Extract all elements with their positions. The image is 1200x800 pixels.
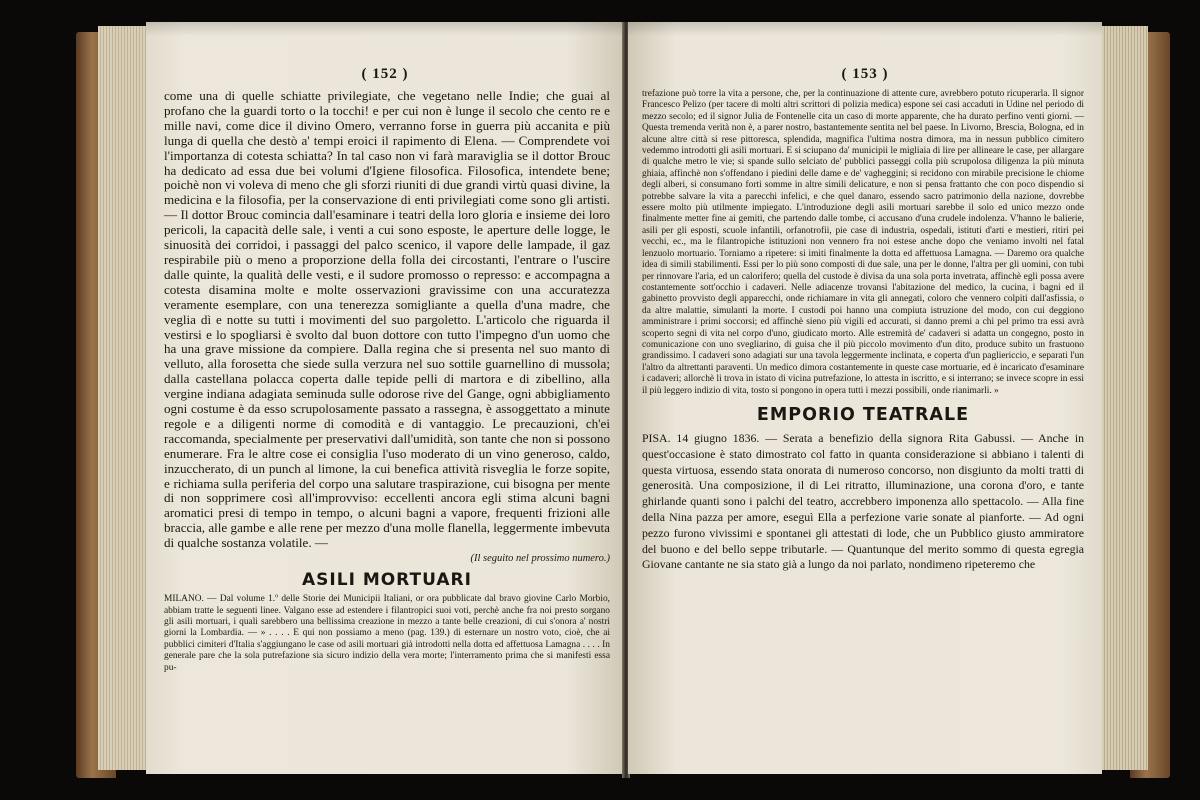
article-body: trefazione può torre la vita a persone, che, per la continuazione di attente cure, avrebbero potuto ricuperarla. Il signor Francesco Pelizo (per tacere di molti altri scrittori di polizia medica) espone sei casi accaduti in Udine nel periodo di mezzo secolo; ed il signor Julia de Fontenelle cita un caso di morte apparente, che ha durato perfino venti giorni. — Questa tremenda verità non è, a parer nostro, bastantemente sentita nel bel paese. In Livorno, Brescia, Bologna, ed in alcune altre città si rese pittoresca, splendida, magnifica l'ultima nostra dimora, ma in nessun pubblico cimitero vedemmo introdotti gli asili mortuari. E si sciupano da' municipii le migliaia di lire per allineare le case, per allargare di qualche metro le vie; si spande sullo selciato de' pubblici passeggi colla più scrupolosa diligenza la più minuta ghiaia, affinchè non s'offendano i piedini delle dame e de' vagheggini; si recidono con mirabile precisione le chiome degli alberi, si consumano forti somme in altre simili delicature, e non si pensa frattanto che con poco dispendio si potrebbe salvare la vita a parecchi infelici, e che quel danaro, essendo sacro patrimonio della nazione, dovrebbe essere molto più utilmente impiegato. L'introduzione degli asili mortuari sarebbe il solo ed unico mezzo onde finalmente metter fine ai gemiti, che partendo dalle tombe, ci accusano d'una crudele indolenza. V'hanno le balierie, asili per gli esposti, scuole infantili, orfanotrofii, pie case di industria, ospedali, istituti d'arti e mestieri, ritiri pei vecchi, ec., ma le filantropiche istituzioni non vennero fra noi estese anche dopo che veniamo involti nel fatal lenzuolo mortuario. Torniamo a ripetere: si imiti finalmente la dotta ed affettuosa Lamagna. — Daremo ora qualche idea di simili stabilimenti. Essi per lo più sono composti di due sale, una per le donne, l'altra per gli uomini, con tubi per rinnovare l'aria, ed un calorifero; quella del custode è divisa da una sola porta invetrata, affinchè egli possa avere costantemente sott'occhio i cadaveri. Nelle adiacenze trovansi l'abitazione del medico, la cucina, i bagni ed il gabinetto provvisto degli apparecchi, onde richiamare in vita gli annegati, coloro che vennero colpiti dall'asfissia, o da altre malattie, simulanti la morte. I custodi poi hanno una compiuta istruzione del modo, con cui deggiono amministrare i primi soccorsi; ed affinchè sieno più vigili ed accurati, si danno premi a chi pel primo tra essi avrà scoperto segni di vita nel corpo d'uno, giudicato morto. Alle estremità de' cadaveri si adatta un congegno, posto in comunicazione con uno svegliarino, di guisa che il più piccolo movimento d'un dito, produce subito un frastuono grandissimo. I cadaveri sono adagiati sur una tavola leggermente inclinata, e coperta d'un pagliericcio, e separati l'un l'altro da altrettanti paraventi. Un medico dimora costantemente in queste case mortuarie, ed è incaricato d'esaminare i cadaveri; allorchè li trova in istato di vicina putrefazione, lo attesta in iscritto, e si interrano; se invece scopre in essi il più leggero indizio di vita, tosto si pongono in opera tutti i mezzi possibili, onde rianimarli. » — [642, 89, 1084, 396]
right-page — [628, 22, 1102, 774]
open-book — [76, 22, 1170, 778]
page-edges-right — [1102, 26, 1148, 770]
section-title: ASILI MORTUARI — [302, 570, 472, 591]
page-number: ( 152 ) — [361, 66, 409, 82]
continuation-note: (Il seguito nel prossimo numero.) — [470, 553, 610, 565]
article-body: come una di quelle schiatte privilegiate, che vegetano nelle Indie; che guai al profano che la guardi torto o la tocchi! e per cui non è lunge il secolo che cento re e mille navi, come dice il divino Omero, verranno forse in guerra più accanita e più lunga di quella che destò a' tempi eroici il rapimento di Elena. — Comprendete voi l'importanza di cotesta schiatta? In tal caso non vi farà maraviglia se il dottor Brouc ha dedicato ad essa due bei volumi d'Igiene filosofica. Filosofica, intendete bene; poichè non vi voleva di meno che gli sforzi riuniti di due grandi virtù quasi divine, la medicina e la filosofia, per la conservazione di enti privilegiati come sono gli artisti. — Il dottor Brouc comincia dall'esaminare i teatri della loro gloria e insieme dei loro pericoli, la capacità delle sale, i venti a cui sono esposte, le aperture delle logge, le sinuosità dei corridoi, i passaggi del palco scenico, il vapore delle lampade, il gaz respirabile più o meno a proporzione della folla dei circostanti, l'entrare o l'uscire dalle quinte, la qualità delle vesti, e il sudore promosso o represso: e accompagna a cotesta disamina molte e molte osservazioni gravissime con una accuratezza veramente esemplare, con una tenerezza somigliante a quella d'una madre, che veglia dì e notte su tutti i movimenti del suo pargoletto. L'articolo che riguarda il vestirsi e lo spogliarsi è svolto dal buon dottore con tutto l'impegno d'un uomo che ha una grave missione da compiere. Dalla regina che si presenta nel suo manto di velluto, alla forosetta che siede sulla verzura nel suo sottile guarnellino di mussola; dalla castellana polacca coperta dalle tepide pelli di martora e di zibellino, alla vergine indiana adagiata seminuda sulle odorose rive del Gange, ogni abbigliamento ogni costume è da esso scrupolosamente passato a rassegna, è assoggettato a minute regole e a diligenti norme di comodità e di vantaggio. Le precauzioni, ch'ei raccomanda, specialmente per preservativi dall'umidità, son tante che non si possono enumerare. Fra le altre cose ei consiglia l'uso moderato di un vino generoso, caldo, inzuccherato, di un punch al limone, la cui benefica attività risveglia le forze sopite, e richiama sulla periferia del corpo una salutare traspirazione, cui bisogna per mente di non sopprimere così all'improvviso: eccellenti ancora egli stima alcuni bagni aromatici presi di tempo in tempo, o alcuni bagni a vapore, frequenti frizioni alle braccia, alle gambe e alle rene per mezzo d'una molle flanella, leggermente imbevuta di qualche sostanza volatile. — — [164, 88, 610, 551]
section-title: EMPORIO TEATRALE — [756, 404, 970, 425]
page-number: ( 153 ) — [841, 66, 889, 82]
left-page — [146, 22, 624, 774]
section-body: MILANO. — Dal volume 1.º delle Storie dei Municipii Italiani, or ora pubblicate dal bravo giovine Carlo Morbio, abbiam tratte le seguenti linee. Valgano esse ad estendere i filantropici suoi voti, perchè anche fra noi presto sorgano gli asili mortuari, i quali sarebbero una bellissima creazione in mezzo a tante belle creazioni, di cui s'onora a' nostri giorni la Lombardia. — » . . . . E qui non possiamo a meno (pag. 139.) di esternare un nostro voto, cioè, che ai pubblici cimiteri d'Italia s'aggiungano le case od asili mortuari già introdotti nella dotta ed affettuosa Lamagna . . . . In generale pare che la sola putrefazione sia sicuro indizio della vera morte; l'interramento prima che si manifesti essa pu- — [164, 594, 610, 673]
section-body: PISA. 14 giugno 1836. — Serata a benefizio della signora Rita Gabussi. — Anche in quest'occasione è stato dimostrato col fatto in quanta considerazione si abbiano i talenti di questa virtuosa, essendo stata onorata di numeroso concorso, non disgiunto da molti tratti di generosità. Una composizione, il di Lei ritratto, illuminazione, una corona d'oro, e tante ghirlande quanti sono i palchi del teatro, accrebbero imponenza allo spettacolo. — Alla fine della Nina pazza per amore, eseguì Ella a perfezione varie sonate al pianforte. — Ad ogni pezzo furono vivissimi e spontanei gli attestati di lode, che un Pubblico giusto ammiratore del buono e del bello seppe tributarle. — Quantunque del merito sommo di questa egregia Giovane cantante ne sia stato già a lungo da noi parlato, nondimeno ripeteremo che — [642, 430, 1084, 572]
left-column — [146, 89, 624, 674]
right-column — [628, 89, 1102, 573]
